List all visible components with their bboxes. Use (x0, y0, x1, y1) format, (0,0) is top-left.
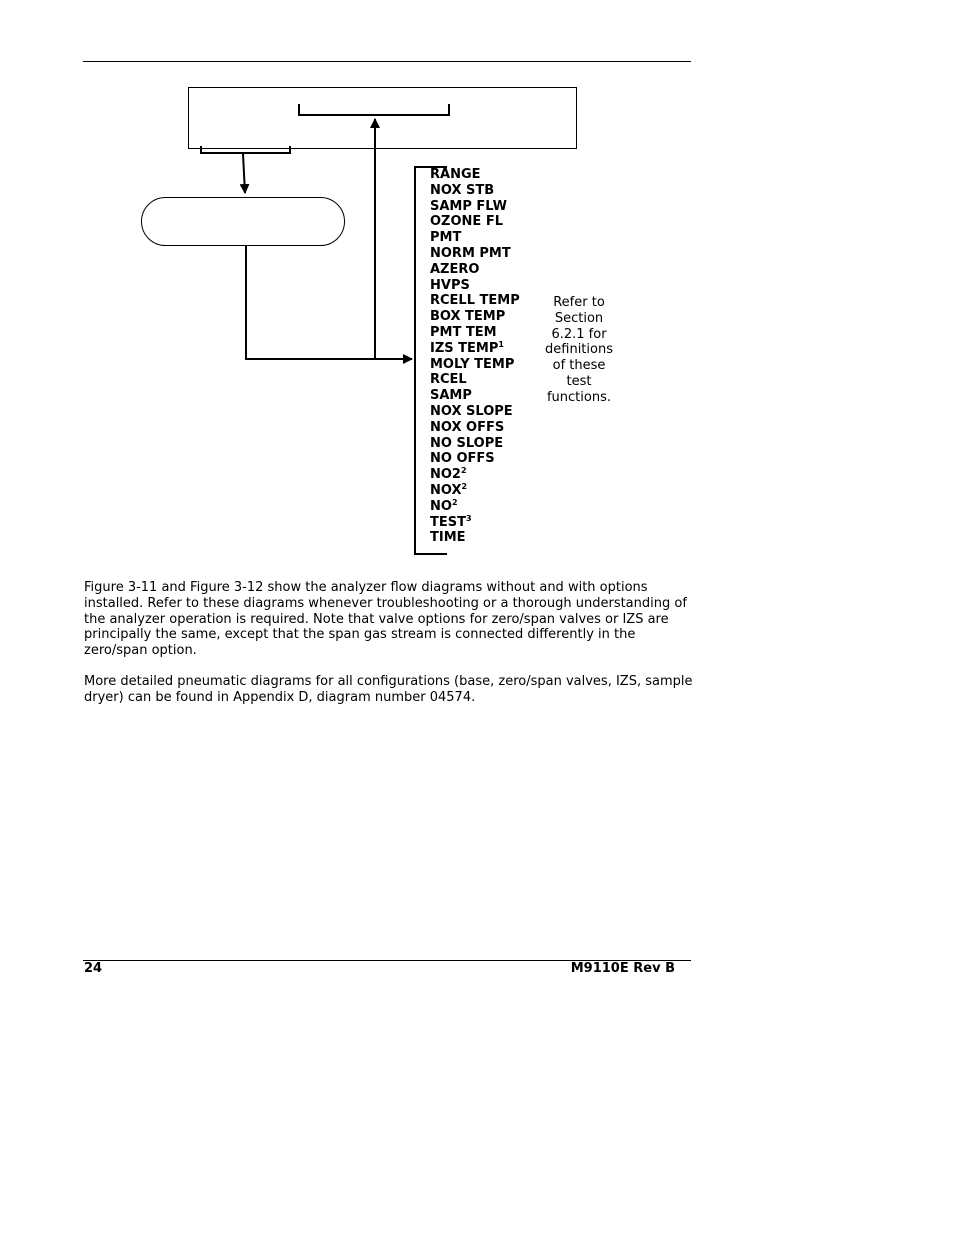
test-function-label: NOX STB (430, 182, 495, 198)
paragraph-flow-diagrams: Figure 3-11 and Figure 3-12 show the analyzer flow diagrams without and with options installed. Refer to these diagrams whenever troubleshooting or a thorough understanding of the analyzer operation is required. Note that valve options for zero/span valves or IZS are principally the same, except that the span gas stream is connected differently in the zero/span option. (84, 580, 687, 659)
test-function-item (430, 515, 520, 531)
test-key (142, 198, 345, 246)
test-function-label: NO OFFS (430, 451, 495, 467)
test-function-item (430, 199, 520, 215)
test-function-item (430, 214, 520, 230)
definition-note-line: test (566, 373, 592, 389)
test-function-label: MOLY TEMP (430, 356, 515, 372)
document-id: M9110E Rev B (570, 961, 675, 976)
test-function-label: OZONE FL (430, 214, 503, 230)
test-function-item (430, 246, 520, 262)
test-function-list (430, 167, 520, 546)
footnote-marker: 2 (461, 481, 468, 491)
definition-note-line: of these (552, 358, 606, 374)
test-function-item (430, 293, 520, 309)
footnote-marker: 1 (498, 339, 504, 349)
test-function-item (430, 230, 520, 246)
test-function-item (430, 262, 520, 278)
definition-note-line: Section (554, 310, 604, 326)
test-function-label: SAMP FLW (430, 198, 507, 214)
test-function-item (430, 467, 520, 483)
test-function-item (430, 167, 520, 183)
definition-note-line: 6.2.1 for (551, 326, 607, 342)
test-function-label: RCELL TEMP (430, 293, 520, 309)
test-function-label: RCEL (430, 372, 467, 388)
test-function-label: TEST (430, 514, 466, 530)
definition-note (536, 295, 622, 406)
test-function-label: NO SLOPE (430, 435, 504, 451)
test-function-item (430, 372, 520, 388)
test-function-item (430, 388, 520, 404)
test-function-item (430, 436, 520, 452)
test-function-label: NOX OFFS (430, 419, 505, 435)
flow-line (246, 246, 404, 359)
test-function-label: TIME (430, 530, 466, 546)
test-function-item (430, 325, 520, 341)
paragraph-pneumatic-diagrams: More detailed pneumatic diagrams for all configurations (base, zero/span valves, IZS, sample dryer) can be found in Appendix D, diagram number 04574. (84, 674, 693, 705)
test-function-item (430, 483, 520, 499)
footnote-marker: 2 (451, 497, 458, 507)
definition-note-line: Refer to (553, 295, 605, 310)
test-function-label: NORM PMT (430, 245, 511, 261)
test-function-item (430, 420, 520, 436)
test-function-label: PMT (430, 230, 462, 246)
test-function-label: HVPS (430, 277, 470, 293)
test-function-item (430, 278, 520, 294)
definition-note-line: definitions (545, 342, 613, 358)
test-function-label: AZERO (430, 261, 480, 277)
test-function-item (430, 404, 520, 420)
footnote-marker: 2 (460, 466, 467, 476)
test-function-label: BOX TEMP (430, 309, 506, 325)
test-function-item (430, 451, 520, 467)
test-function-item (430, 530, 520, 546)
test-function-item (430, 341, 520, 357)
test-function-label: NOX SLOPE (430, 403, 513, 419)
test-function-label: NO (430, 498, 452, 514)
display-box (189, 88, 577, 149)
test-function-item (430, 357, 520, 373)
page-number: 24 (84, 961, 103, 976)
test-function-item (430, 309, 520, 325)
test-function-label: IZS TEMP (430, 340, 499, 356)
test-function-label: NO2 (430, 467, 461, 483)
test-function-item (430, 183, 520, 199)
test-function-label: SAMP (430, 388, 472, 404)
footnote-marker: 3 (465, 513, 472, 523)
test-function-label: RANGE (430, 167, 481, 182)
arrow-to-key (243, 154, 245, 193)
test-function-item (430, 499, 520, 515)
test-function-label: PMT TEM (430, 324, 497, 340)
test-function-label: NOX (430, 482, 462, 498)
definition-note-line: functions. (546, 389, 611, 405)
